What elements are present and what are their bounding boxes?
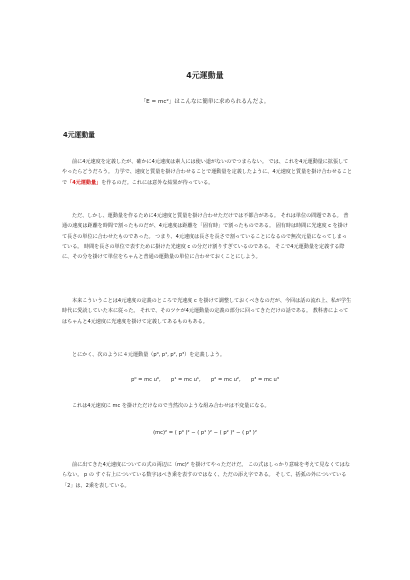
page-subtitle: 「E = mc²」はこんなに簡単に求められるんだよ。 xyxy=(140,99,270,105)
section-heading: 4元運動量 xyxy=(63,131,95,139)
paragraph-4 xyxy=(62,350,352,360)
paragraph-6-text: 前に出てきた4元速度についての式の両辺に（mc)² を掛けてやっただけだ。 この式はしっかり意味を考えて見なくてはならない。 p の すぐ右上についている数字はべき乗を表すのではなく、ただの添え字である。 そして、括弧の外についている「2」は、2乗を表している。 xyxy=(62,462,350,489)
paragraph-1-post: を作るのだ。これには意外な結果が待っている。 xyxy=(101,179,214,186)
paragraph-2 xyxy=(62,211,352,262)
paragraph-4-text: とにかく、次のように４元運動量（p⁰, p¹, p², p³）を定義しよう。 xyxy=(72,352,225,358)
paragraph-5 xyxy=(62,401,352,411)
paragraph-2-text: ただ、しかし、運動量を作るために4元速度と質量を掛け合わせただけでは不都合がある。 それは単位の問題である。 普通の速度は距離を時間で割ったものだが、4元速度は距離を「固有時」で割ったものである。 固有時は時間に光速度 c を掛けて長さの単位に合わせたものであった。 つまり、4元速度は長さを長さで割っていることになるので無次元量になってしまっている。 時間を長さの単位で表すために掛けた光速度 c の分だけ割りすぎているのである。 そこで4元運動量を定義する際に、その分を掛けて単位をちゃんと普通の運動量の単位に合わせておくことにしよう。 xyxy=(62,213,349,261)
paragraph-3 xyxy=(62,296,352,327)
equation-momentum-components: p⁰ = mc u⁰, p¹ = mc u¹, p² = mc u², p³ = mc u³ xyxy=(131,377,279,383)
page-title: 4元運動量 xyxy=(186,71,224,80)
equation-invariant: (mc)² = ( p⁰ )² − ( p¹ )² − ( p² )² − ( p³ )² xyxy=(153,430,257,436)
paragraph-1-pre: 前に4元速度を定義したが、確かに4元速度は素人には使い道がないのでつまらない。 では、これを4元運動量に拡張してやったらどうだろう。 力学で、速度と質量を掛け合わせることで運動量を定義したように、4元速度と質量を掛け合わせることで xyxy=(62,159,353,186)
paragraph-5-text: これは4元速度に mc を掛けただけなので当然次のような組み合わせは不変量になる。 xyxy=(72,403,270,409)
paragraph-3-text: 本来こういうことは4元速度の定義のところで光速度 c を掛けて調整しておくべきなのだが、今回は話の流れ上、私が学生時代に愛読していた本に従った。 それで、そのツケが4元運動量の定義の部分に回ってきただけの話である。 教科書によってはちゃんと4元速度に光速度を掛けて定義してあるものもある。 xyxy=(62,298,352,325)
paragraph-1 xyxy=(62,157,352,188)
paragraph-6 xyxy=(62,460,352,491)
highlight-term: 「4元運動量」 xyxy=(67,179,102,186)
